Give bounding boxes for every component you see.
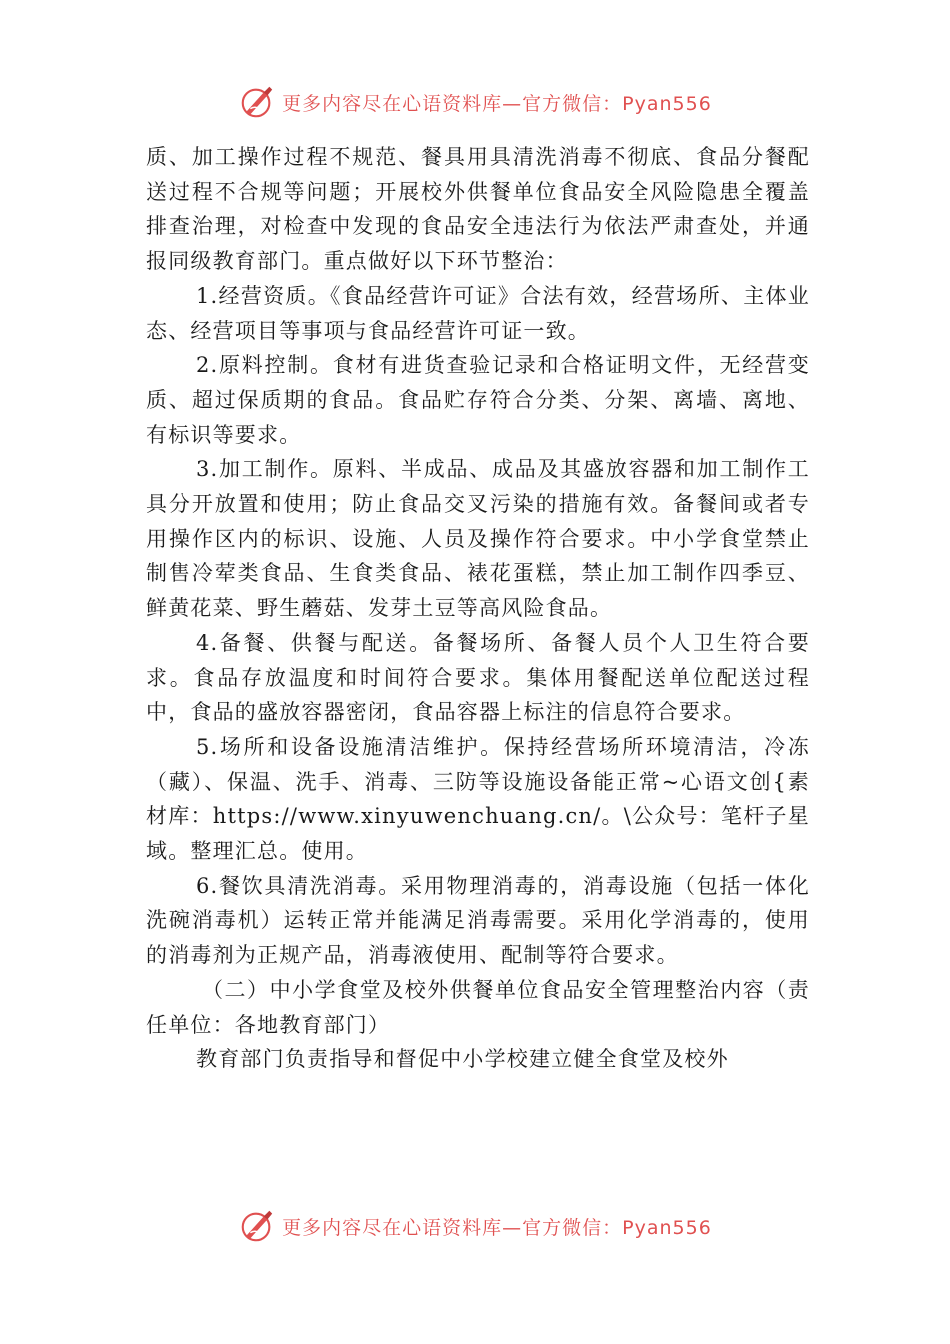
watermark-text: 更多内容尽在心语资料库—官方微信：Pyan556 bbox=[282, 1216, 712, 1239]
watermark-footer bbox=[0, 1206, 950, 1246]
section-heading-2: （二）中小学食堂及校外供餐单位食品安全管理整治内容（责任单位：各地教育部门） bbox=[146, 977, 810, 1037]
watermark-header bbox=[0, 82, 950, 122]
pen-logo-icon bbox=[238, 1207, 276, 1245]
paragraph-item-5: 5.场所和设备设施清洁维护。保持经营场所环境清洁，冷冻（藏）、保温、洗手、消毒、三防等设施设备能正常~心语文创{素材库：https://www.xinyuwenchuang.cn/。\公众号：笔杆子星域。整理汇总。使用。 bbox=[146, 734, 810, 864]
document-body bbox=[146, 140, 810, 1077]
paragraph-item-6: 6.餐饮具清洗消毒。采用物理消毒的，消毒设施（包括一体化洗碗消毒机）运转正常并能满足消毒需要。采用化学消毒的，使用的消毒剂为正规产品，消毒液使用、配制等符合要求。 bbox=[146, 873, 810, 968]
paragraph-item-3: 3.加工制作。原料、半成品、成品及其盛放容器和加工制作工具分开放置和使用；防止食品交叉污染的措施有效。备餐间或者专用操作区内的标识、设施、人员及操作符合要求。中小学食堂禁止制售冷荤类食品、生食类食品、裱花蛋糕，禁止加工制作四季豆、鲜黄花菜、野生蘑菇、发芽土豆等高风险食品。 bbox=[146, 457, 810, 621]
paragraph-education-dept: 教育部门负责指导和督促中小学校建立健全食堂及校外 bbox=[196, 1047, 729, 1072]
paragraph-item-4: 4.备餐、供餐与配送。备餐场所、备餐人员个人卫生符合要求。食品存放温度和时间符合要求。集体用餐配送单位配送过程中，食品的盛放容器密闭，食品容器上标注的信息符合要求。 bbox=[146, 630, 810, 725]
watermark-text: 更多内容尽在心语资料库—官方微信：Pyan556 bbox=[282, 92, 712, 115]
paragraph-intro: 质、加工操作过程不规范、餐具用具清洗消毒不彻底、食品分餐配送过程不合规等问题；开展校外供餐单位食品安全风险隐患全覆盖排查治理，对检查中发现的食品安全违法行为依法严肃查处，并通报同级教育部门。重点做好以下环节整治： bbox=[146, 145, 810, 274]
paragraph-item-1: 1.经营资质。《食品经营许可证》合法有效，经营场所、主体业态、经营项目等事项与食品经营许可证一致。 bbox=[146, 283, 810, 343]
paragraph-item-2: 2.原料控制。食材有进货查验记录和合格证明文件，无经营变质、超过保质期的食品。食品贮存符合分类、分架、离墙、离地、有标识等要求。 bbox=[146, 353, 810, 447]
pen-logo-icon bbox=[238, 83, 276, 121]
